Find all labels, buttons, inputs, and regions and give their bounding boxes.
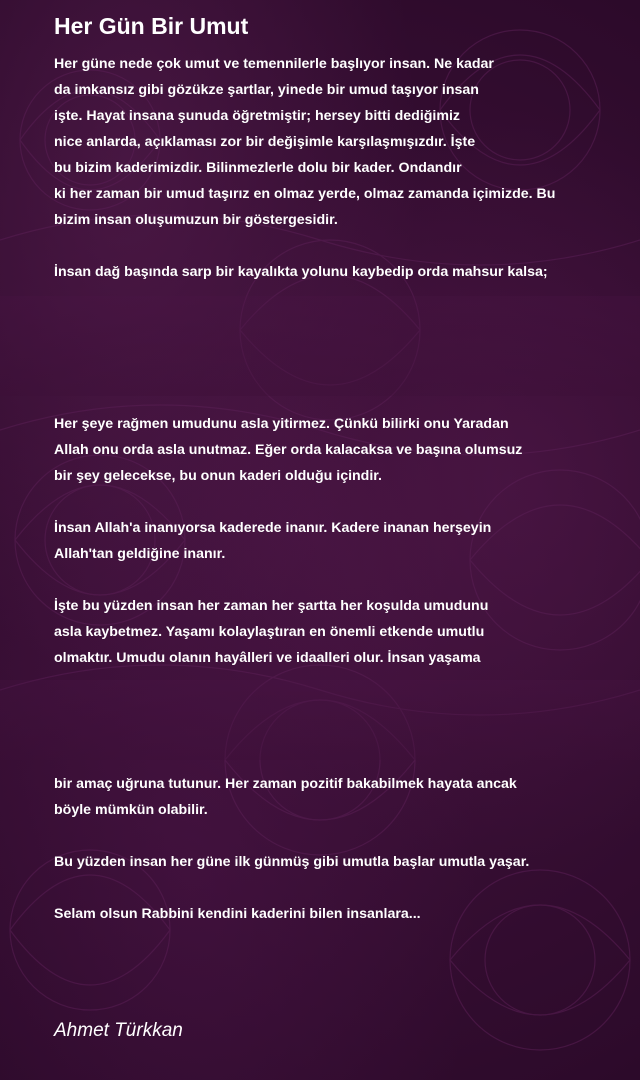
poem-line: Her şeye rağmen umudunu asla yitirmez. Çünkü bilirki onu Yaradan: [54, 416, 509, 432]
poem-line: da imkansız gibi gözükze şartlar, yinede bir umud taşıyor insan: [54, 82, 479, 98]
poem-line: bir amaç uğruna tutunur. Her zaman pozitif bakabilmek hayata ancak: [54, 776, 517, 792]
poem-line: olmaktır. Umudu olanın hayâlleri ve idaalleri olur. İnsan yaşama: [54, 650, 481, 666]
poem-section-3: [54, 771, 634, 927]
poem-line: bu bizim kaderimizdir. Bilinmezlerle dolu bir kader. Ondandır: [54, 160, 462, 176]
poem-line: böyle mümkün olabilir.: [54, 802, 208, 818]
poem-author: Ahmet Türkkan: [54, 1020, 183, 1041]
poem-line: bir şey gelecekse, bu onun kaderi olduğu içindir.: [54, 468, 382, 484]
poem-line: Allah'tan geldiğine inanır.: [54, 546, 226, 562]
spacer-band-2: [0, 680, 640, 760]
poem-line: asla kaybetmez. Yaşamı kolaylaştıran en önemli etkende umutlu: [54, 624, 485, 640]
poem-section-2: [54, 411, 634, 671]
poem-line: Bu yüzden insan her güne ilk günmüş gibi umutla başlar umutla yaşar.: [54, 854, 530, 870]
poem-line: ki her zaman bir umud taşırız en olmaz yerde, olmaz zamanda içimizde. Bu: [54, 186, 556, 202]
stanza-break: [54, 567, 634, 593]
poem-line: nice anlarda, açıklaması zor bir değişimle karşılaşmışızdır. İşte: [54, 134, 476, 150]
spacer-band-1: [0, 296, 640, 396]
poem-line: İnsan dağ başında sarp bir kayalıkta yolunu kaybedip orda mahsur kalsa;: [54, 264, 548, 280]
stanza-break: [54, 233, 634, 259]
stanza-break: [54, 823, 634, 849]
poem-line: İşte bu yüzden insan her zaman her şartta her koşulda umudunu: [54, 598, 489, 614]
poem-line: Selam olsun Rabbini kendini kaderini bilen insanlara...: [54, 906, 421, 922]
poem-line: bizim insan oluşumuzun bir göstergesidir.: [54, 212, 338, 228]
stanza-break: [54, 875, 634, 901]
poem-title: Her Gün Bir Umut: [54, 13, 249, 39]
poem-line: İnsan Allah'a inanıyorsa kaderede inanır. Kadere inanan herşeyin: [54, 520, 492, 536]
poem-line: Allah onu orda asla unutmaz. Eğer orda kalacaksa ve başına olumsuz: [54, 442, 523, 458]
poem-line: Her güne nede çok umut ve temennilerle başlıyor insan. Ne kadar: [54, 56, 494, 72]
poem-section-1: [54, 51, 634, 285]
poem-line: işte. Hayat insana şunuda öğretmiştir; hersey bitti dediğimiz: [54, 108, 461, 124]
stanza-break: [54, 489, 634, 515]
